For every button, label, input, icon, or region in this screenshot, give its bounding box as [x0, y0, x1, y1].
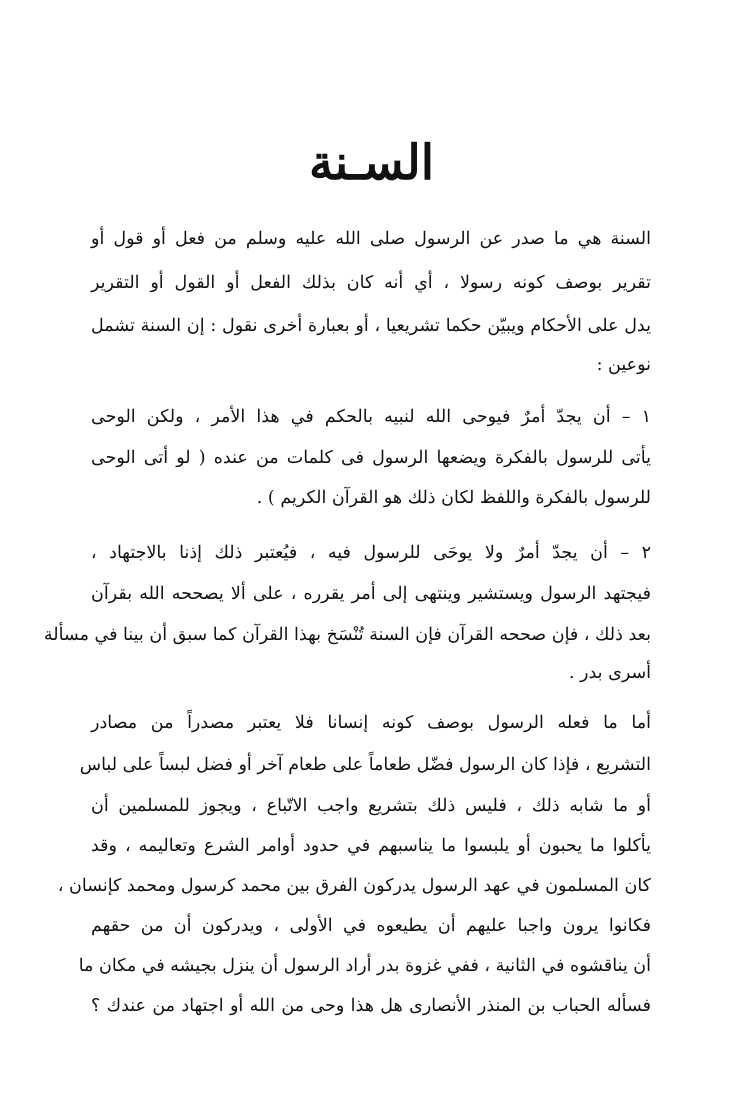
- list-item-line: ١ – أن يجدّ أمرٌ فيوحى الله لنبيه بالحكم في هذا الأمر ، ولكن الوحى: [91, 407, 651, 427]
- paragraph-line: يأكلوا ما يحبون أو يلبسوا ما يناسبهم في حدود أوامر الشرع وتعاليمه ، وقد: [91, 836, 651, 856]
- paragraph-line: كان المسلمون في عهد الرسول يدركون الفرق بين محمد كرسول ومحمد كإنسان ،: [57, 876, 651, 896]
- list-item-line: ٢ – أن يجدّ أمرٌ ولا يوحَى للرسول فيه ، فيُعتبر ذلك إذنا بالاجتهاد ،: [91, 543, 651, 563]
- paragraph-line: فكانوا يرون واجبا عليهم أن يطيعوه في الأولى ، ويدركون أن من حقهم: [91, 916, 651, 936]
- paragraph-line: السنة هي ما صدر عن الرسول صلى الله عليه وسلم من فعل أو قول أو: [91, 229, 651, 249]
- paragraph-line: أو ما شابه ذلك ، فليس ذلك بتشريع واجب الاتّباع ، ويجوز للمسلمين أن: [91, 796, 651, 816]
- paragraph-line: نوعين :: [596, 355, 651, 375]
- paragraph-line: التشريع ، فإذا كان الرسول فضّل طعاماً على طعام آخر أو فضل لبساً على لباس: [79, 755, 651, 775]
- list-item-line: للرسول بالفكرة واللفظ لكان ذلك هو القرآن الكريم ) .: [256, 488, 651, 508]
- paragraph-line: فسأله الحباب بن المنذر الأنصارى هل هذا وحى من الله أو اجتهاد من عندك ؟: [91, 996, 651, 1016]
- paragraph-line: يدل على الأحكام ويبيّن حكما تشريعيا ، أو بعبارة أخرى نقول : إن السنة تشمل: [91, 316, 651, 336]
- paragraph-line: تقرير بوصف كونه رسولا ، أي أنه كان بذلك الفعل أو القول أو التقرير: [91, 273, 651, 293]
- paragraph-line: أن يناقشوه في الثانية ، ففي غزوة بدر أراد الرسول أن ينزل بجيشه في مكان ما: [78, 956, 651, 976]
- list-item-line: يأتى للرسول بالفكرة ويضعها الرسول فى كلمات من عنده ( لو أتى الوحى: [91, 448, 651, 468]
- list-item-line: أسرى بدر .: [568, 663, 651, 683]
- page-title: السـنة: [308, 135, 435, 191]
- paragraph-line: أما ما فعله الرسول بوصف كونه إنسانا فلا يعتبر مصدراً من مصادر: [91, 713, 651, 733]
- list-item-line: بعد ذلك ، فإن صححه القرآن فإن السنة تُنْسَخ بهذا القرآن كما سبق أن بينا في مسألة: [43, 625, 651, 645]
- list-item-line: فيجتهد الرسول ويستشير وينتهى إلى أمر يقرره ، على ألا يصححه الله بقرآن: [91, 584, 651, 604]
